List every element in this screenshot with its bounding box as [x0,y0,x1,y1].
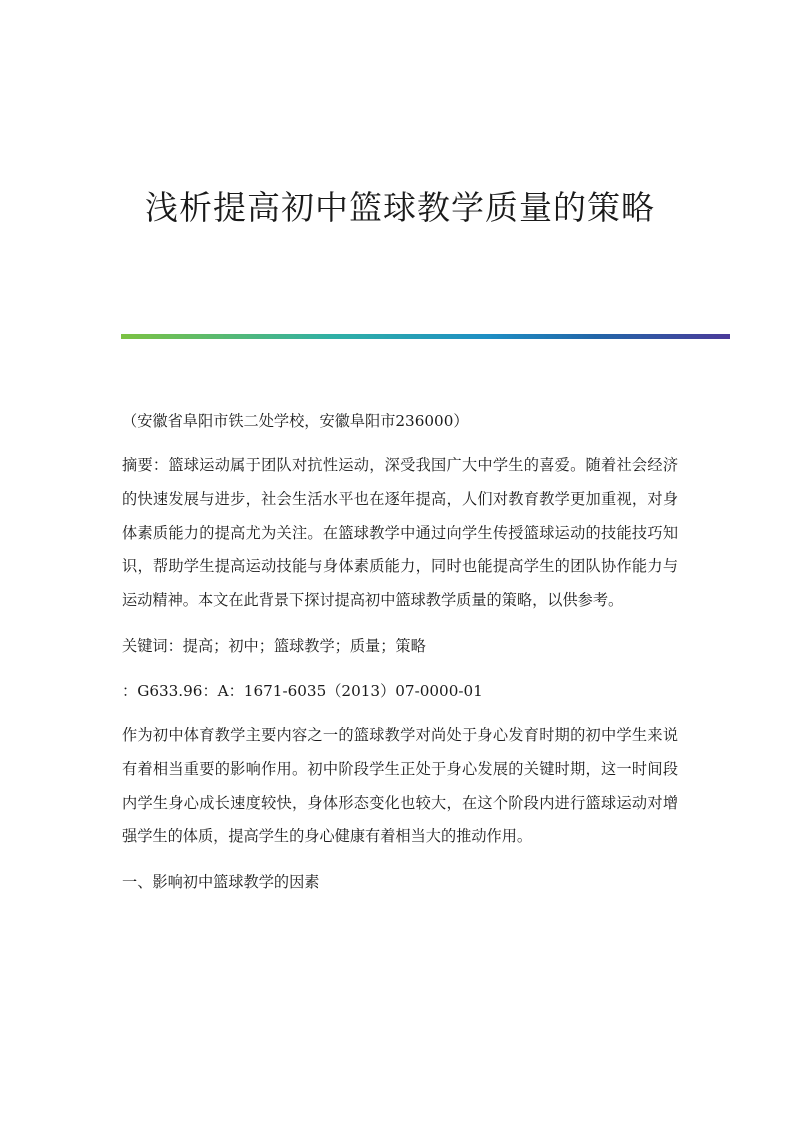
keywords-line: 关键词：提高；初中；篮球教学；质量；策略 [122,636,426,655]
classification-line: ：G633.96：A：1671-6035（2013）07-0000-01 [122,681,483,700]
intro-paragraph: 作为初中体育教学主要内容之一的篮球教学对尚处于身心发育时期的初中学生来说有着相当重要的影响作用。初中阶段学生正处于身心发展的关键时期，这一时间段内学生身心成长速度较快，身体形态变化也较大，在这个阶段内进行篮球运动对增强学生的体质，提高学生的身心健康有着相当大的推动作用。 [122,725,678,846]
paper-title: 浅析提高初中篮球教学质量的策略 [145,188,655,227]
abstract-paragraph: 摘要：篮球运动属于团队对抗性运动，深受我国广大中学生的喜爱。随着社会经济的快速发展与进步，社会生活水平也在逐年提高，人们对教育教学更加重视，对身体素质能力的提高尤为关注。在篮球教学中通过向学生传授篮球运动的技能技巧知识，帮助学生提高运动技能与身体素质能力，同时也能提高学生的团队协作能力与运动精神。本文在此背景下探讨提高初中篮球教学质量的策略，以供参考。 [122,456,678,610]
author-affiliation: （安徽省阜阳市铁二处学校，安徽阜阳市236000） [122,412,469,430]
paper-body [122,404,678,899]
title-divider [121,334,730,339]
section-heading: 一、影响初中篮球教学的因素 [122,873,320,892]
